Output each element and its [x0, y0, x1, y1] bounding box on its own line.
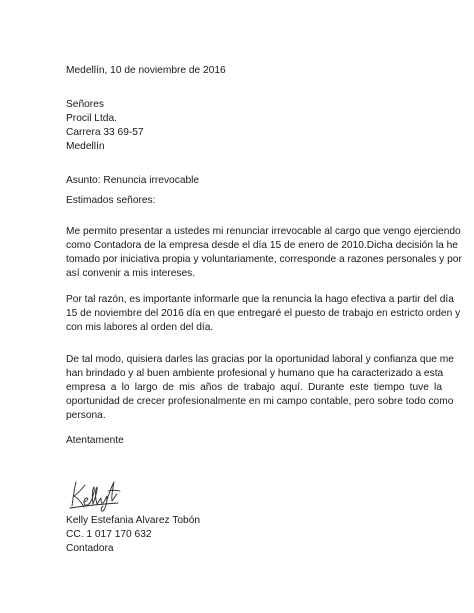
body-paragraph-1 — [66, 225, 462, 281]
signer-title: Contadora — [66, 543, 114, 554]
body-paragraph-2 — [66, 293, 461, 335]
paragraph-line: como Contadora de la empresa desde el día 15 de enero de 2010.Dicha decisión la he — [66, 240, 458, 251]
paragraph-line: Me permito presentar a ustedes mi renunciar irrevocable al cargo que vengo ejerciendo — [66, 226, 461, 237]
recipient-header: Señores — [66, 99, 104, 110]
paragraph-line: oportunidad de crecer profesionalmente en mi campo contable, pero sobre todo como — [66, 396, 454, 407]
handwritten-signature — [66, 476, 124, 512]
paragraph-line: 15 de noviembre del 2016 día en que entregaré el puesto de trabajo en estricto orden y — [66, 308, 461, 319]
signature-drawing — [66, 476, 124, 512]
paragraph-line: tomado por iniciativa propia y voluntariamente, corresponde a razones personales y por — [66, 254, 462, 265]
recipient-city: Medellín — [66, 141, 105, 152]
date-line: Medellín, 10 de noviembre de 2016 — [66, 65, 226, 76]
subject-line: Asunto: Renuncia irrevocable — [66, 175, 200, 186]
paragraph-line: empresa a lo largo de mis años de trabajo aquí. Durante este tiempo tuve la — [66, 382, 442, 393]
recipient-company: Procil Ltda. — [66, 113, 117, 124]
signer-id: CC. 1 017 170 632 — [66, 529, 152, 540]
recipient-address: Carrera 33 69-57 — [66, 127, 144, 138]
closing-line: Atentamente — [66, 435, 124, 446]
paragraph-line: Por tal razón, es importante informarle que la renuncia la hago efectiva a partir del día — [66, 294, 454, 305]
paragraph-line: con mis labores al orden del día. — [66, 322, 214, 333]
greeting-line: Estimados señores: — [66, 195, 156, 206]
paragraph-line: De tal modo, quisiera darles las gracias por la oportunidad laboral y confianza que me — [66, 354, 454, 365]
paragraph-line: han brindado y al buen ambiente profesional y humano que ha caracterizado a esta — [66, 368, 444, 379]
body-paragraph-3 — [66, 353, 454, 423]
paragraph-line: persona. — [66, 410, 106, 421]
paragraph-line: así convenir a mis intereses. — [66, 268, 196, 279]
signer-name: Kelly Estefania Alvarez Tobón — [66, 515, 201, 526]
